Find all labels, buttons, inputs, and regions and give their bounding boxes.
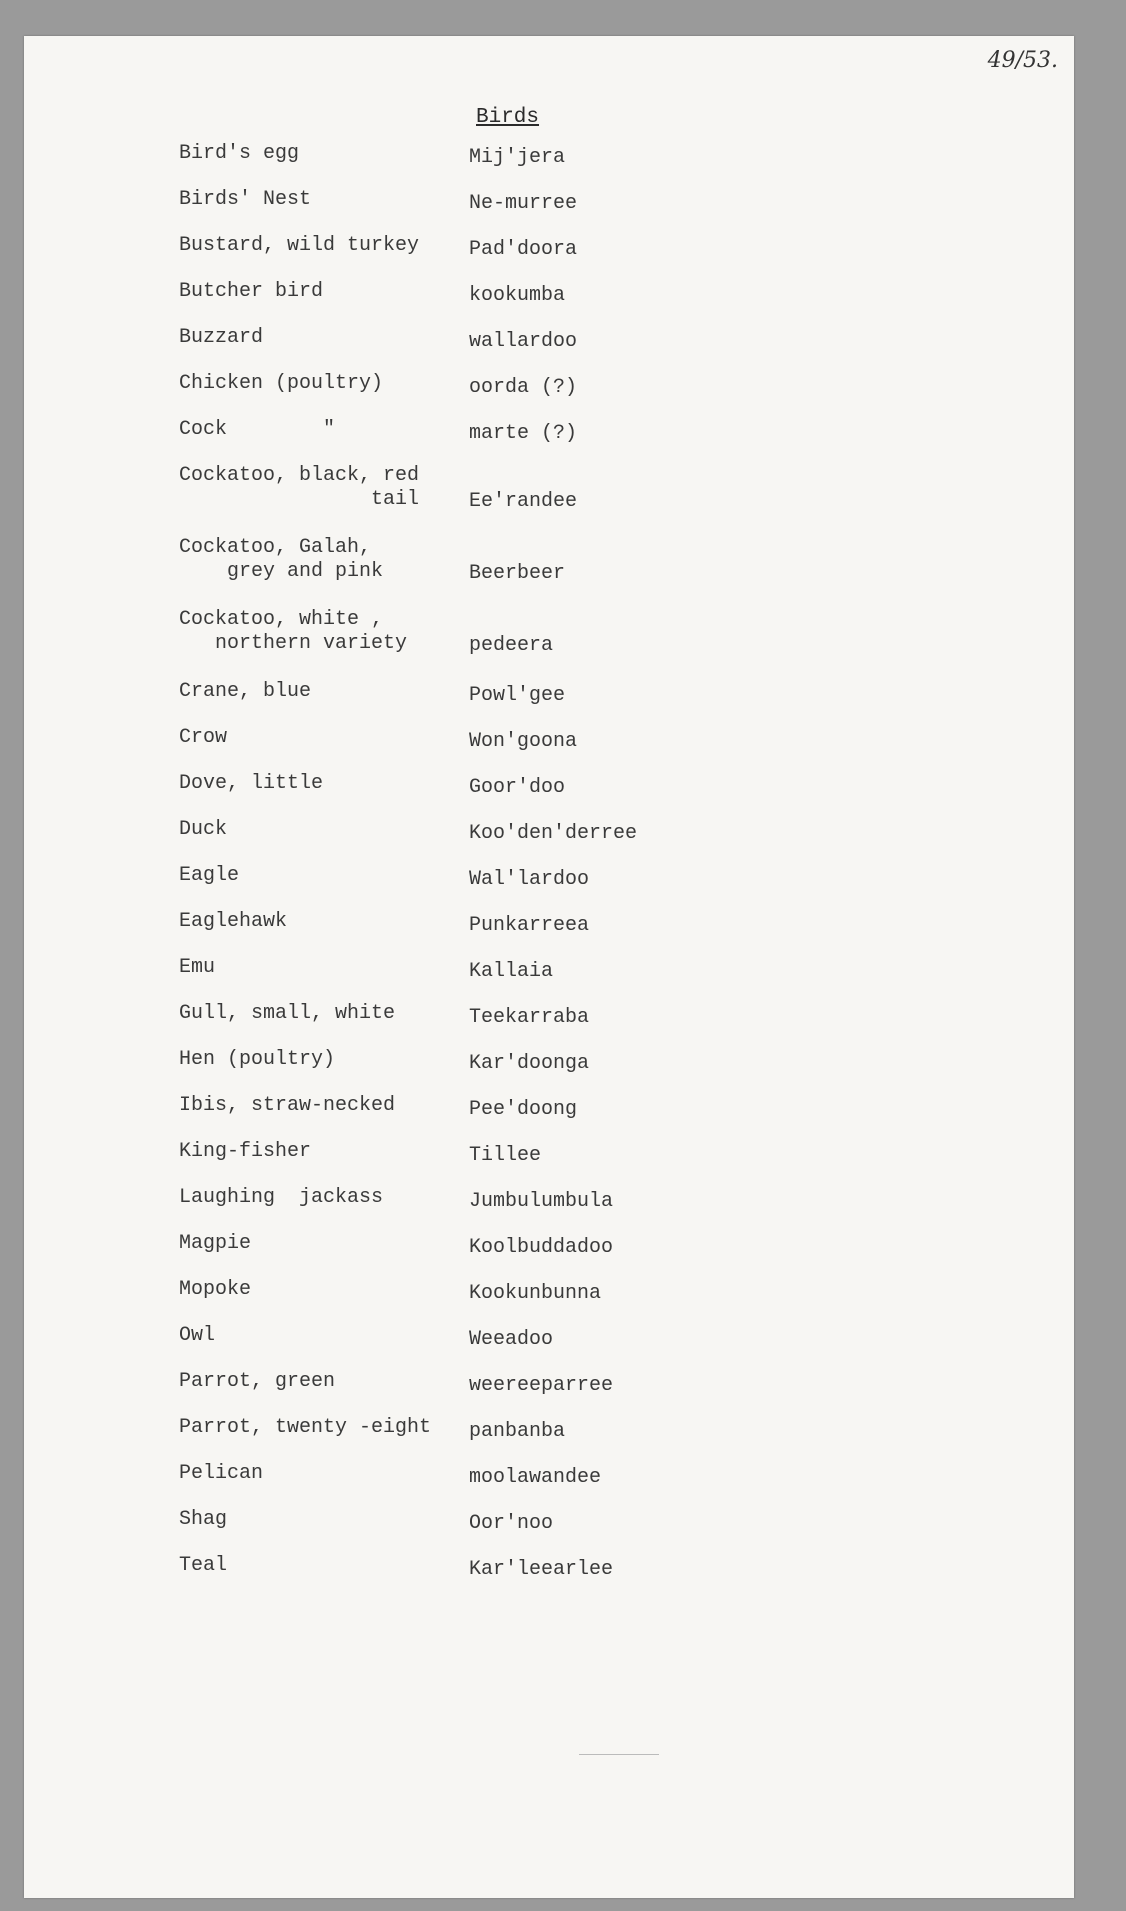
aboriginal-term: Beerbeer	[469, 562, 566, 585]
aboriginal-term: weereeparree	[469, 1374, 614, 1397]
english-term: Crane, blue	[179, 680, 312, 703]
vocabulary-list	[24, 142, 1074, 1600]
english-term: Magpie	[179, 1232, 252, 1255]
list-item	[24, 956, 1074, 1002]
english-term: Pelican	[179, 1462, 264, 1485]
aboriginal-term: Kookunbunna	[469, 1282, 602, 1305]
english-term: Parrot, twenty -eight	[179, 1416, 432, 1439]
list-item	[24, 1186, 1074, 1232]
aboriginal-term: Weeadoo	[469, 1328, 554, 1351]
english-term: Duck	[179, 818, 228, 841]
english-term: Buzzard	[179, 326, 264, 349]
list-item	[24, 864, 1074, 910]
english-term: Cock "	[179, 418, 336, 441]
list-item	[24, 1508, 1074, 1554]
aboriginal-term: Koolbuddadoo	[469, 1236, 614, 1259]
english-term: Ibis, straw-necked	[179, 1094, 396, 1117]
aboriginal-term: Kar'doonga	[469, 1052, 590, 1075]
list-item	[24, 234, 1074, 280]
aboriginal-term: oorda (?)	[469, 376, 578, 399]
aboriginal-term: Goor'doo	[469, 776, 566, 799]
list-item	[24, 726, 1074, 772]
english-term: Teal	[179, 1554, 228, 1577]
list-item	[24, 1370, 1074, 1416]
english-term: Butcher bird	[179, 280, 324, 303]
aboriginal-term: Kallaia	[469, 960, 554, 983]
list-item	[24, 680, 1074, 726]
list-item	[24, 1232, 1074, 1278]
list-item	[24, 464, 1074, 536]
list-item	[24, 1278, 1074, 1324]
aboriginal-term: wallardoo	[469, 330, 578, 353]
english-term: Eaglehawk	[179, 910, 288, 933]
aboriginal-term: Punkarreea	[469, 914, 590, 937]
aboriginal-term: Tillee	[469, 1144, 542, 1167]
english-term: Bustard, wild turkey	[179, 234, 420, 257]
aboriginal-term: Ee'randee	[469, 490, 578, 513]
aboriginal-term: moolawandee	[469, 1466, 602, 1489]
english-term: Cockatoo, white , northern variety	[179, 608, 408, 655]
english-term: Eagle	[179, 864, 240, 887]
list-item	[24, 372, 1074, 418]
english-term: Chicken (poultry)	[179, 372, 384, 395]
aboriginal-term: Mij'jera	[469, 146, 566, 169]
english-term: King-fisher	[179, 1140, 312, 1163]
aboriginal-term: marte (?)	[469, 422, 578, 445]
list-item	[24, 1094, 1074, 1140]
list-item	[24, 1140, 1074, 1186]
list-item	[24, 772, 1074, 818]
aboriginal-term: Kar'leearlee	[469, 1558, 614, 1581]
page-title: Birds	[476, 106, 540, 129]
list-item	[24, 1554, 1074, 1600]
aboriginal-term: kookumba	[469, 284, 566, 307]
aboriginal-term: Oor'noo	[469, 1512, 554, 1535]
list-item	[24, 818, 1074, 864]
aboriginal-term: Pad'doora	[469, 238, 578, 261]
english-term: Cockatoo, black, red tail	[179, 464, 420, 511]
english-term: Birds' Nest	[179, 188, 312, 211]
list-item	[24, 418, 1074, 464]
scan-mark-line	[579, 1754, 659, 1755]
aboriginal-term: Jumbulumbula	[469, 1190, 614, 1213]
english-term: Mopoke	[179, 1278, 252, 1301]
list-item	[24, 1324, 1074, 1370]
english-term: Cockatoo, Galah, grey and pink	[179, 536, 384, 583]
list-item	[24, 280, 1074, 326]
english-term: Bird's egg	[179, 142, 300, 165]
list-item	[24, 1048, 1074, 1094]
list-item	[24, 910, 1074, 956]
english-term: Gull, small, white	[179, 1002, 396, 1025]
list-item	[24, 1002, 1074, 1048]
aboriginal-term: Teekarraba	[469, 1006, 590, 1029]
list-item	[24, 536, 1074, 608]
document-page	[24, 36, 1074, 1898]
aboriginal-term: pedeera	[469, 634, 554, 657]
english-term: Shag	[179, 1508, 228, 1531]
aboriginal-term: Wal'lardoo	[469, 868, 590, 891]
aboriginal-term: Pee'doong	[469, 1098, 578, 1121]
aboriginal-term: panbanba	[469, 1420, 566, 1443]
aboriginal-term: Koo'den'derree	[469, 822, 638, 845]
list-item	[24, 1462, 1074, 1508]
english-term: Hen (poultry)	[179, 1048, 336, 1071]
aboriginal-term: Powl'gee	[469, 684, 566, 707]
aboriginal-term: Ne-murree	[469, 192, 578, 215]
page-number: 49/53.	[987, 48, 1058, 73]
list-item	[24, 188, 1074, 234]
english-term: Emu	[179, 956, 216, 979]
english-term: Owl	[179, 1324, 216, 1347]
list-item	[24, 142, 1074, 188]
english-term: Crow	[179, 726, 228, 749]
list-item	[24, 1416, 1074, 1462]
english-term: Parrot, green	[179, 1370, 336, 1393]
list-item	[24, 326, 1074, 372]
english-term: Laughing jackass	[179, 1186, 384, 1209]
list-item	[24, 608, 1074, 680]
aboriginal-term: Won'goona	[469, 730, 578, 753]
english-term: Dove, little	[179, 772, 324, 795]
